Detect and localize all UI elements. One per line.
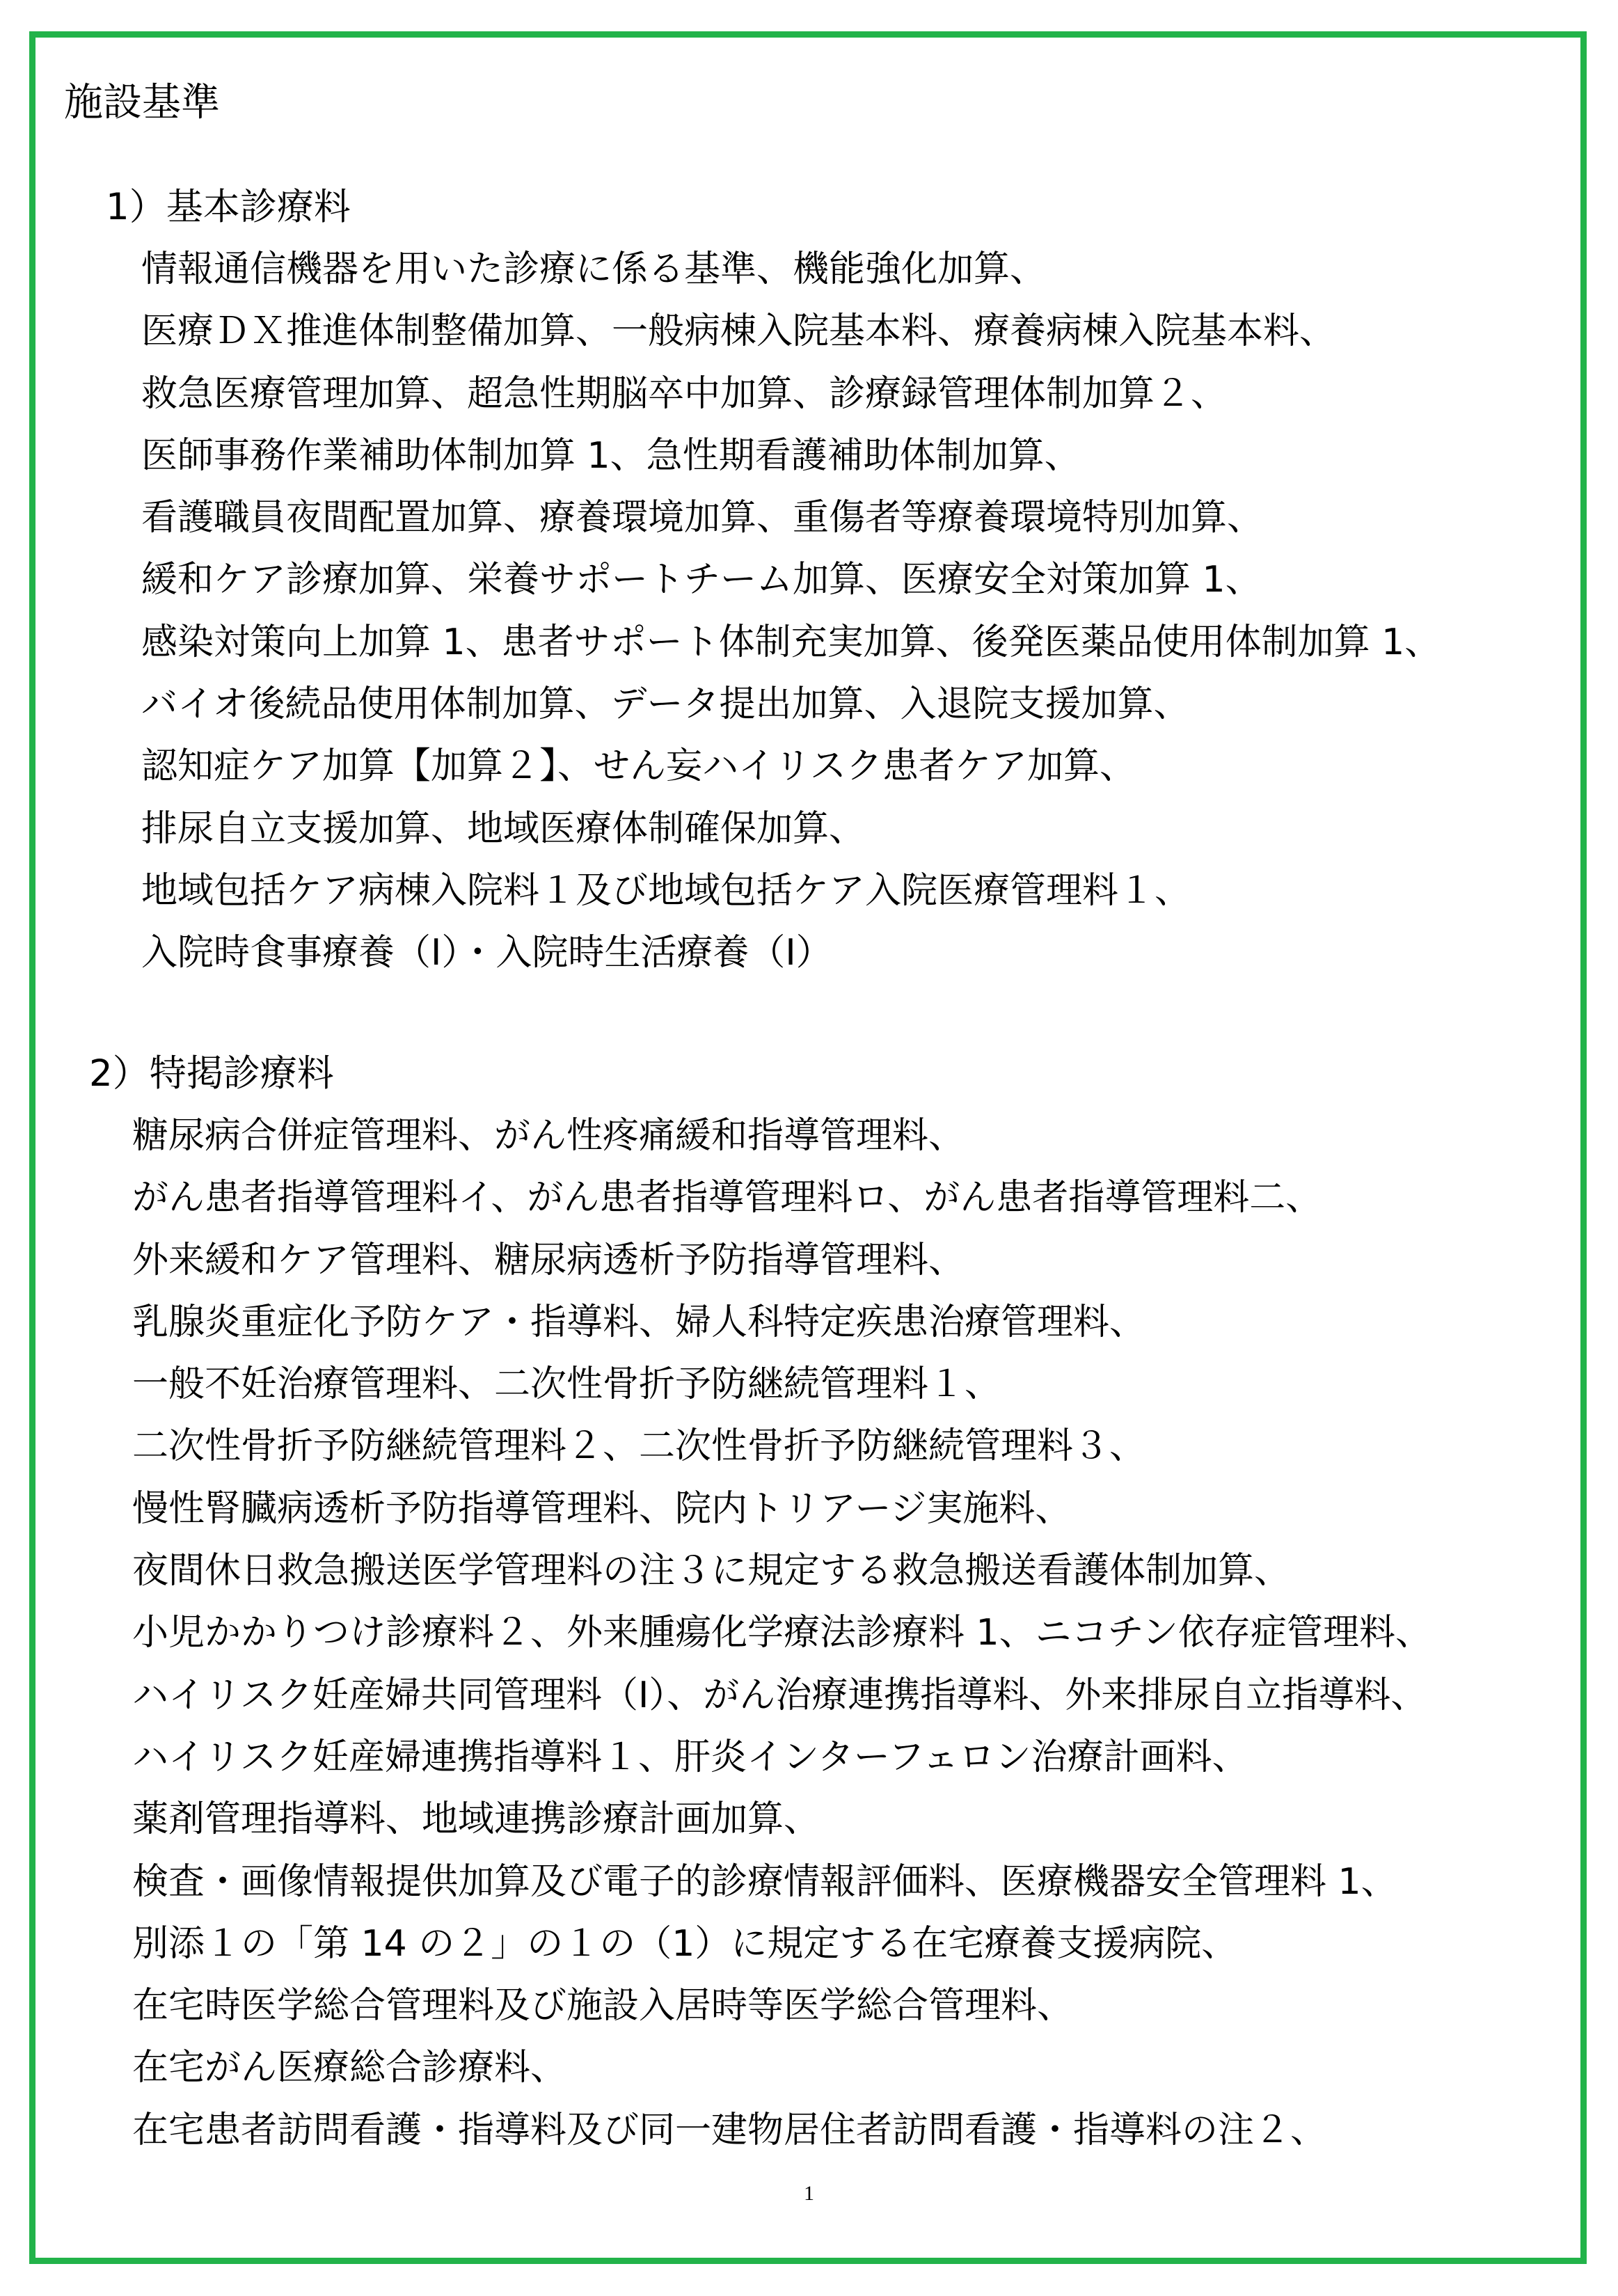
list-item: 一般不妊治療管理料、二次性骨折予防継続管理料１、 <box>132 1363 1001 1406</box>
list-item: バイオ後続品使用体制加算、データ提出加算、入退院支援加算、 <box>141 683 1190 726</box>
list-item: 緩和ケア診療加算、栄養サポートチーム加算、医療安全対策加算 1、 <box>141 559 1262 601</box>
list-item: 医師事務作業補助体制加算 1、急性期看護補助体制加算、 <box>141 434 1081 477</box>
list-item: ハイリスク妊産婦連携指導料１、肝炎インターフェロン治療計画料、 <box>132 1736 1248 1778</box>
section-heading-specific-fees: 2）特掲診療料 <box>89 1052 334 1095</box>
list-item: 小児かかりつけ診療料２、外来腫瘍化学療法診療料 1、ニコチン依存症管理料、 <box>132 1612 1432 1654</box>
section-heading-basic-fees: 1）基本診療料 <box>106 186 351 228</box>
list-item: 情報通信機器を用いた診療に係る基準、機能強化加算、 <box>141 248 1047 290</box>
list-item: 別添１の「第 14 の２」の１の（1）に規定する在宅療養支援病院、 <box>132 1922 1238 1965</box>
list-item: 外来緩和ケア管理料、糖尿病透析予防指導管理料、 <box>132 1239 965 1281</box>
list-item: 乳腺炎重症化予防ケア・指導料、婦人科特定疾患治療管理料、 <box>132 1301 1146 1343</box>
list-item: 在宅患者訪問看護・指導料及び同一建物居住者訪問看護・指導料の注２、 <box>132 2109 1327 2151</box>
list-item: 在宅時医学総合管理料及び施設入居時等医学総合管理料、 <box>132 1985 1074 2027</box>
basic-fees-list <box>141 239 1441 985</box>
list-item: 糖尿病合併症管理料、がん性疼痛緩和指導管理料、 <box>132 1115 965 1157</box>
list-item: 看護職員夜間配置加算、療養環境加算、重傷者等療養環境特別加算、 <box>141 497 1264 539</box>
list-item: ハイリスク妊産婦共同管理料（Ⅰ）、がん治療連携指導料、外来排尿自立指導料、 <box>132 1674 1427 1716</box>
page-title: 施設基準 <box>64 80 220 125</box>
list-item: 排尿自立支援加算、地域医療体制確保加算、 <box>141 807 866 850</box>
list-item: 夜間休日救急搬送医学管理料の注３に規定する救急搬送看護体制加算、 <box>132 1550 1291 1592</box>
list-item: 慢性腎臓病透析予防指導管理料、院内トリアージ実施料、 <box>132 1487 1072 1530</box>
page-number: 1 <box>804 2182 814 2205</box>
list-item: 在宅がん医療総合診療料、 <box>132 2047 567 2089</box>
list-item: 医療ＤＸ推進体制整備加算、一般病棟入院基本料、療養病棟入院基本料、 <box>141 310 1336 353</box>
list-item: 感染対策向上加算 1、患者サポート体制充実加算、後発医薬品使用体制加算 1、 <box>141 621 1441 663</box>
list-item: がん患者指導管理料イ、がん患者指導管理料ロ、がん患者指導管理料二、 <box>132 1177 1322 1219</box>
list-item: 入院時食事療養（Ⅰ）・入院時生活療養（Ⅰ） <box>141 932 832 974</box>
list-item: 地域包括ケア病棟入院料１及び地域包括ケア入院医療管理料１、 <box>141 869 1191 912</box>
specific-fees-list <box>132 1105 1431 2162</box>
list-item: 検査・画像情報提供加算及び電子的診療情報評価料、医療機器安全管理料 1、 <box>132 1860 1397 1903</box>
list-item: 認知症ケア加算【加算２】、せん妄ハイリスク患者ケア加算、 <box>141 745 1136 788</box>
list-item: 二次性骨折予防継続管理料２、二次性骨折予防継続管理料３、 <box>132 1425 1146 1468</box>
list-item: 救急医療管理加算、超急性期脳卒中加算、診療録管理体制加算２、 <box>141 372 1228 415</box>
list-item: 薬剤管理指導料、地域連携診療計画加算、 <box>132 1798 820 1841</box>
